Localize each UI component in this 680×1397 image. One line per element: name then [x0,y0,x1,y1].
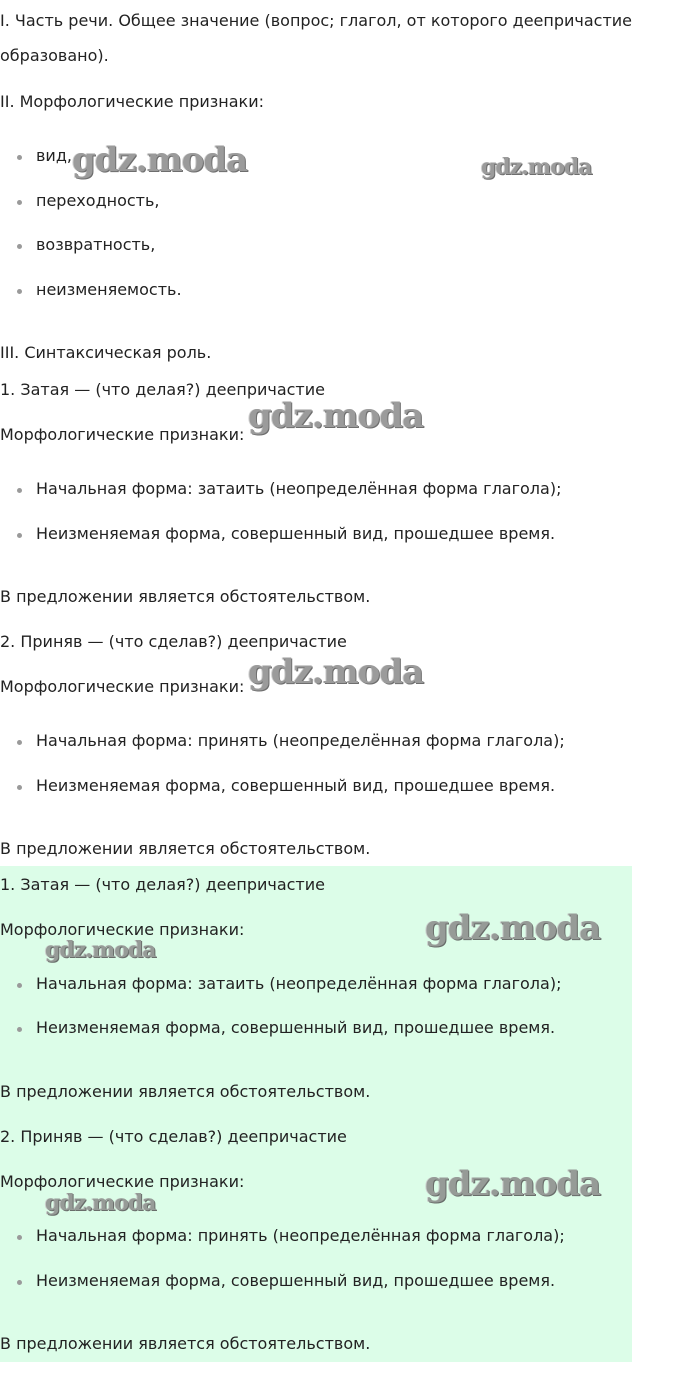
syntax-role-line: В предложении является обстоятельством. [0,839,371,858]
list-item: Неизменяемая форма, совершенный вид, прошедшее время. [36,1018,556,1037]
list-item: вид, [36,146,72,165]
list-item: Начальная форма: принять (неопределённая форма глагола); [36,731,565,750]
block-header: 2. Приняв — (что сделав?) деепричастие [0,1127,347,1146]
list-item: переходность, [36,191,160,210]
watermark-logo: gdz.moda [45,937,156,963]
bullet-dot [17,740,22,745]
bullet-dot [17,785,22,790]
morph-label: Морфологические признаки: [0,920,245,939]
bullet-dot [17,289,22,294]
watermark-logo: gdz.moda [248,652,424,692]
list-item: Начальная форма: затаить (неопределённая форма глагола); [36,974,562,993]
list-item: Начальная форма: затаить (неопределённая форма глагола); [36,479,562,498]
part-of-speech-line-cont: образовано). [0,46,109,65]
list-item: Начальная форма: принять (неопределённая форма глагола); [36,1226,565,1245]
block-header: 1. Затая — (что делая?) деепричастие [0,380,325,399]
bullet-dot [17,533,22,538]
syntax-role-line: В предложении является обстоятельством. [0,587,371,606]
bullet-dot [17,200,22,205]
list-item: возвратность, [36,235,156,254]
bullet-dot [17,1235,22,1240]
morph-label: Морфологические признаки: [0,677,245,696]
part-of-speech-line: I. Часть речи. Общее значение (вопрос; глагол, от которого деепричастие [0,11,633,30]
bullet-dot [17,488,22,493]
watermark-logo: gdz.moda [45,1190,156,1216]
block-header: 2. Приняв — (что сделав?) деепричастие [0,632,347,651]
bullet-dot [17,155,22,160]
morph-features-title: II. Морфологические признаки: [0,92,264,111]
bullet-dot [17,983,22,988]
list-item: Неизменяемая форма, совершенный вид, прошедшее время. [36,776,556,795]
bullet-dot [17,1027,22,1032]
block-header: 1. Затая — (что делая?) деепричастие [0,875,325,894]
list-item: Неизменяемая форма, совершенный вид, прошедшее время. [36,1271,556,1290]
watermark-logo: gdz.moda [425,1164,601,1204]
syntax-role-title: III. Синтаксическая роль. [0,343,212,362]
watermark-logo: gdz.moda [248,396,424,436]
syntax-role-line: В предложении является обстоятельством. [0,1334,371,1353]
morph-label: Морфологические признаки: [0,425,245,444]
syntax-role-line: В предложении является обстоятельством. [0,1082,371,1101]
morph-label: Морфологические признаки: [0,1172,245,1191]
list-item: неизменяемость. [36,280,182,299]
list-item: Неизменяемая форма, совершенный вид, прошедшее время. [36,524,556,543]
bullet-dot [17,244,22,249]
watermark-logo: gdz.moda [425,908,601,948]
bullet-dot [17,1280,22,1285]
watermark-logo: gdz.moda [72,140,248,180]
watermark-logo: gdz.moda [481,154,592,180]
